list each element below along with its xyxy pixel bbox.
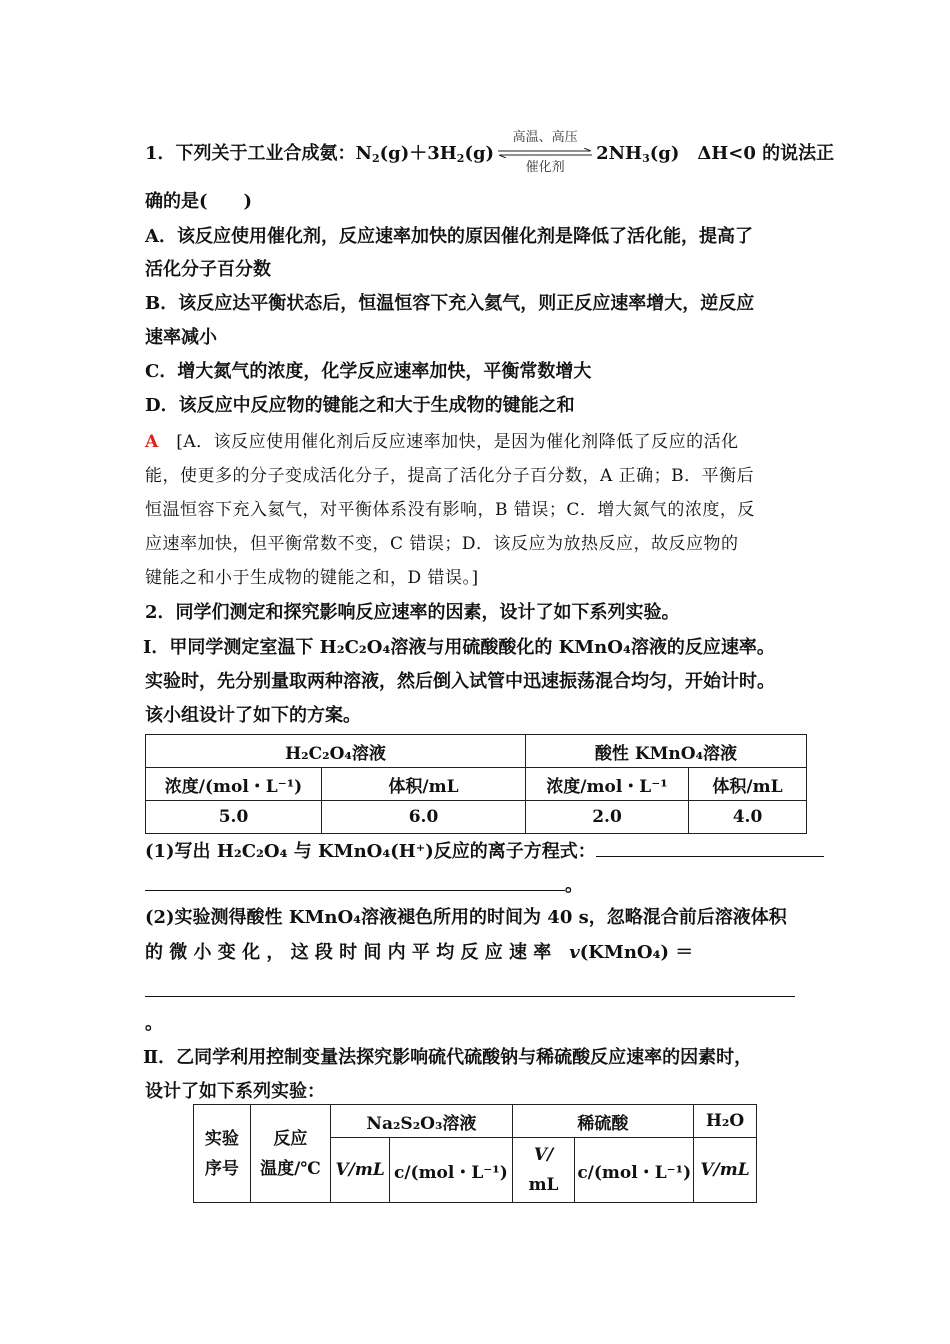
- q1-answer-letter: A: [145, 432, 159, 452]
- q1-stem-a: 下列关于工业合成氨：N: [175, 143, 372, 164]
- q1-option-c: C．增大氮气的浓度，化学反应速率加快，平衡常数增大: [145, 361, 592, 382]
- q2-table2: [193, 1104, 757, 1203]
- table2-exp-number-1: 实验: [204, 1128, 239, 1149]
- h2-subscript: 2: [456, 152, 465, 165]
- q1-explanation-line3: 恒温恒容下充入氦气，对平衡体系没有影响，B 错误；C．增大氮气的浓度，反: [145, 500, 755, 520]
- table1-col-volume-2: 体积/mL: [689, 768, 807, 801]
- q1-stem-line1: [145, 130, 835, 175]
- table1-header-h2c2o4: H₂C₂O₄溶液: [146, 735, 526, 768]
- q2-part2-line1: Ⅱ．乙同学利用控制变量法探究影响硫代硫酸钠与稀硫酸反应速率的因素时，: [143, 1047, 753, 1068]
- q1-stem-line2: 确的是( ): [145, 191, 253, 212]
- q2-part1-line3: 该小组设计了如下的方案。: [145, 705, 361, 726]
- q1-product-b: (g) ΔH<0 的说法正: [649, 143, 835, 164]
- q1-expl-1: [A．该反应使用催化剂后反应速率加快，是因为催化剂降低了反应的活化: [176, 432, 739, 452]
- q2-sub1-text: (1)写出 H₂C₂O₄ 与 KMnO₄(H⁺)反应的离子方程式：: [145, 841, 596, 862]
- q1-option-b-line1: B．该反应达平衡状态后，恒温恒容下充入氦气，则正反应速率增大，逆反应: [145, 293, 755, 314]
- q1-explanation-line4: 应速率加快，但平衡常数不变，C 错误；D．该反应为放热反应，故反应物的: [145, 534, 739, 554]
- q1-explanation-line1: [145, 430, 739, 454]
- q2-part2-line2: 设计了如下系列实验：: [145, 1081, 325, 1102]
- q2-part1-line2: 实验时，先分别量取两种溶液，然后倒入试管中迅速振荡混合均匀，开始计时。: [145, 671, 775, 692]
- q1-product-a: 2NH: [596, 143, 643, 164]
- q1-number: 1．: [145, 143, 176, 164]
- table1-col-volume-1: 体积/mL: [322, 768, 526, 801]
- table2-v2-2: mL: [528, 1175, 559, 1195]
- q2-part1-line1: Ⅰ．甲同学测定室温下 H₂C₂O₄溶液与用硫酸酸化的 KMnO₄溶液的反应速率。: [143, 637, 775, 658]
- q1-option-a-line2: 活化分子百分数: [145, 259, 271, 280]
- table2-v2-1: V/: [533, 1145, 554, 1165]
- n2-subscript: 2: [371, 152, 380, 165]
- period: 。: [565, 875, 583, 896]
- answer-blank[interactable]: [145, 872, 565, 891]
- q2-sub1-line2: [145, 872, 583, 898]
- table2-temp-2: 温度/℃: [260, 1158, 321, 1179]
- equilibrium-arrow: [496, 130, 594, 175]
- q2-sub2-line2: [145, 941, 693, 965]
- table1-cell: 6.0: [322, 801, 526, 834]
- q2-sub1-line1: [145, 838, 824, 864]
- q1-option-b-line2: 速率减小: [145, 327, 217, 348]
- table2-col-c1: c/(mol・L⁻¹): [390, 1138, 513, 1203]
- table1-cell: 5.0: [146, 801, 322, 834]
- q2-intro: 2．同学们测定和探究影响反应速率的因素，设计了如下系列实验。: [145, 602, 680, 623]
- table2-col-v2: [512, 1138, 575, 1203]
- answer-blank[interactable]: [145, 978, 795, 997]
- table1-col-concentration-2: 浓度/mol・L⁻¹: [526, 768, 689, 801]
- arrow-condition-bottom: 催化剂: [525, 160, 565, 175]
- table2-header-na2s2o3: Na₂S₂O₃溶液: [331, 1105, 513, 1138]
- answer-blank[interactable]: [596, 838, 824, 857]
- table2-temperature: [250, 1105, 331, 1203]
- q1-explanation-line2: 能，使更多的分子变成活化分子，提高了活化分子百分数，A 正确；B．平衡后: [145, 466, 755, 486]
- table1-col-concentration-1: 浓度/(mol・L⁻¹): [146, 768, 322, 801]
- q2-sub2-period: 。: [145, 1013, 163, 1034]
- q2-sub2-formula: (KMnO₄) ＝: [579, 942, 694, 963]
- table2-exp-number: [194, 1105, 251, 1203]
- table1-cell: 2.0: [526, 801, 689, 834]
- table2-header-h2so4: 稀硫酸: [512, 1105, 693, 1138]
- table2-exp-number-2: 序号: [204, 1158, 239, 1179]
- q1-option-d: D．该反应中反应物的键能之和大于生成物的键能之和: [145, 395, 575, 416]
- arrow-condition-top: 高温、高压: [512, 130, 578, 145]
- q1-explanation-line5: 键能之和小于生成物的键能之和，D 错误。]: [145, 568, 479, 588]
- table2-header-h2o: H₂O: [694, 1105, 757, 1138]
- nh3-subscript: 3: [642, 152, 650, 165]
- q1-stem-b: (g)＋3H: [379, 143, 457, 164]
- q2-sub2-line1: (2)实验测得酸性 KMnO₄溶液褪色所用的时间为 40 s，忽略混合前后溶液体积: [145, 907, 787, 928]
- table2-col-v1: V/mL: [331, 1138, 390, 1203]
- table1-cell: 4.0: [689, 801, 807, 834]
- velocity-symbol: v: [569, 942, 580, 963]
- q1-option-a-line1: A．该反应使用催化剂，反应速率加快的原因催化剂是降低了活化能，提高了: [145, 226, 753, 247]
- table2-temp-1: 反应: [273, 1128, 308, 1149]
- table2-col-c2: c/(mol・L⁻¹): [575, 1138, 694, 1203]
- q2-table1: [145, 734, 807, 834]
- table2-col-v3: V/mL: [694, 1138, 757, 1203]
- q2-sub2-blank-line: [145, 978, 795, 1004]
- q2-sub2-text: 的 微 小 变 化 ， 这 段 时 间 内 平 均 反 应 速 率: [145, 942, 552, 963]
- q1-stem-c: (g): [464, 143, 495, 164]
- table1-header-kmno4: 酸性 KMnO₄溶液: [526, 735, 807, 768]
